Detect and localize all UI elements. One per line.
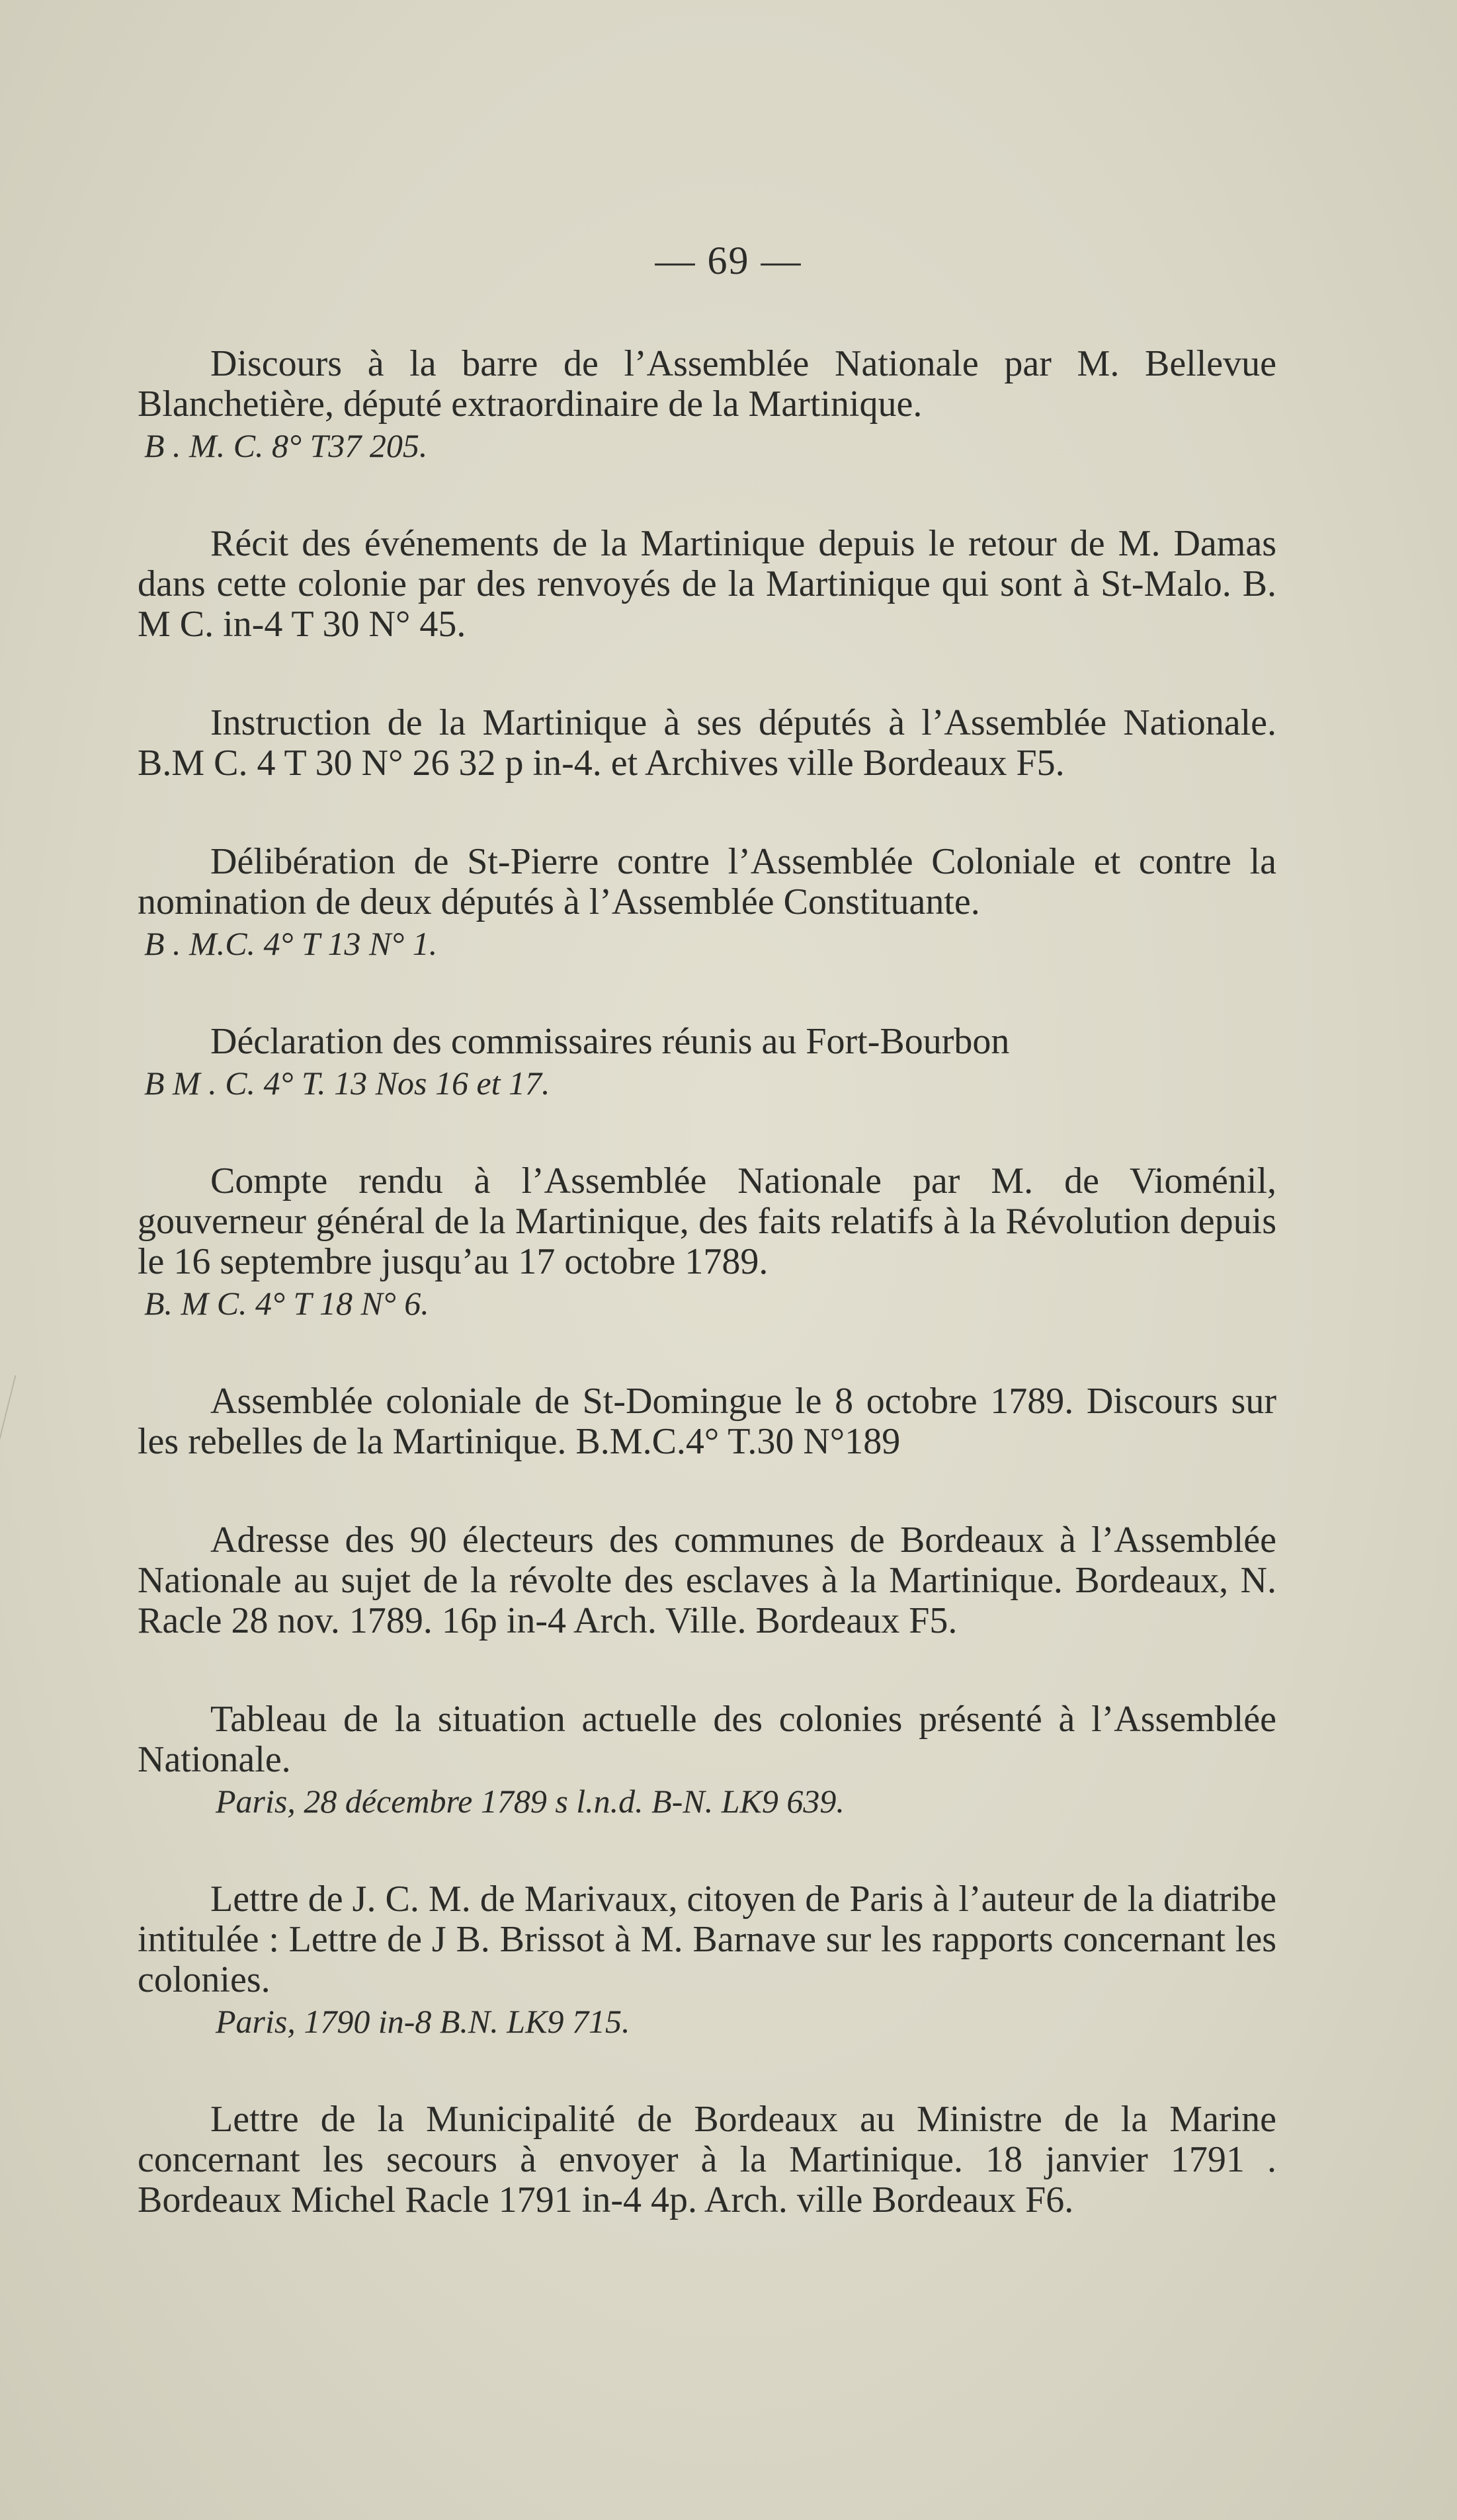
bibliography-entry — [138, 344, 1276, 466]
entry-text: Adresse des 90 électeurs des communes de Bordeaux à l’Assemblée Nationale au sujet de la révolte des esclaves à la Martinique. Bordeaux, N. Racle 28 nov. 1789. 16p in-4 Arch. Ville. Bordeaux F5. — [138, 1520, 1276, 1641]
entry-reference: B . M. C. 8° T37 205. — [144, 427, 428, 464]
entry-reference: Paris, 28 décembre 1789 s l.n.d. B-N. LK9 639. — [216, 1783, 845, 1820]
entry-reference: B . M.C. 4° T 13 N° 1. — [144, 925, 438, 962]
page-number: — 69 — — [655, 239, 802, 282]
entry-text: Délibération de St-Pierre contre l’Assemblée Coloniale et contre la nomination de deux députés à l’Assemblée Constituante. — [138, 841, 1276, 922]
entry-reference: Paris, 1790 in-8 B.N. LK9 715. — [216, 2003, 630, 2040]
entry-text: Compte rendu à l’Assemblée Nationale par M. de Vioménil, gouverneur général de la Martinique, des faits relatifs à la Révolution depuis le 16 septembre jusqu’au 17 octobre 1789. — [138, 1160, 1276, 1282]
entry-text: Tableau de la situation actuelle des colonies présenté à l’Assemblée Nationale. — [138, 1699, 1276, 1780]
entry-text: Récit des événements de la Martinique depuis le retour de M. Damas dans cette colonie par des renvoyés de la Martinique qui sont à St-Malo. B. M C. in-4 T 30 N° 45. — [138, 523, 1276, 645]
bibliography-list — [138, 344, 1276, 2279]
entry-text: Lettre de J. C. M. de Marivaux, citoyen de Paris à l’auteur de la diatribe intitulée : Lettre de J B. Brissot à M. Barnave sur les rapports concernant les colonies. — [138, 1879, 1276, 2000]
margin-mark — [0, 1375, 89, 1494]
bibliography-entry — [138, 1022, 1276, 1103]
entry-reference: B M . C. 4° T. 13 Nos 16 et 17. — [144, 1065, 550, 1102]
bibliography-entry — [138, 2099, 1276, 2220]
bibliography-entry — [138, 524, 1276, 645]
entry-text: Assemblée coloniale de St-Domingue le 8 octobre 1789. Discours sur les rebelles de la Martinique. B.M.C.4° T.30 N°189 — [138, 1381, 1276, 1462]
bibliography-entry — [138, 1381, 1276, 1462]
entry-text: Lettre de la Municipalité de Bordeaux au Ministre de la Marine concernant les secours à envoyer à la Martinique. 18 janvier 1791 . Bordeaux Michel Racle 1791 in-4 4p. Arch. ville Bordeaux F6. — [138, 2099, 1276, 2220]
bibliography-entry — [138, 1520, 1276, 1641]
entry-text: Instruction de la Martinique à ses députés à l’Assemblée Nationale. B.M C. 4 T 30 N° 26 32 p in-4. et Archives ville Bordeaux F5. — [138, 702, 1276, 784]
bibliography-entry — [138, 1879, 1276, 2041]
bibliography-entry — [138, 842, 1276, 963]
entry-reference: B. M C. 4° T 18 N° 6. — [144, 1285, 429, 1322]
bibliography-entry — [138, 1699, 1276, 1821]
entry-text: Déclaration des commissaires réunis au Fort-Bourbon — [210, 1021, 1010, 1062]
bibliography-entry — [138, 703, 1276, 784]
entry-text: Discours à la barre de l’Assemblée Nationale par M. Bellevue Blanchetière, député extraordinaire de la Martinique. — [138, 343, 1276, 425]
bibliography-entry — [138, 1161, 1276, 1323]
